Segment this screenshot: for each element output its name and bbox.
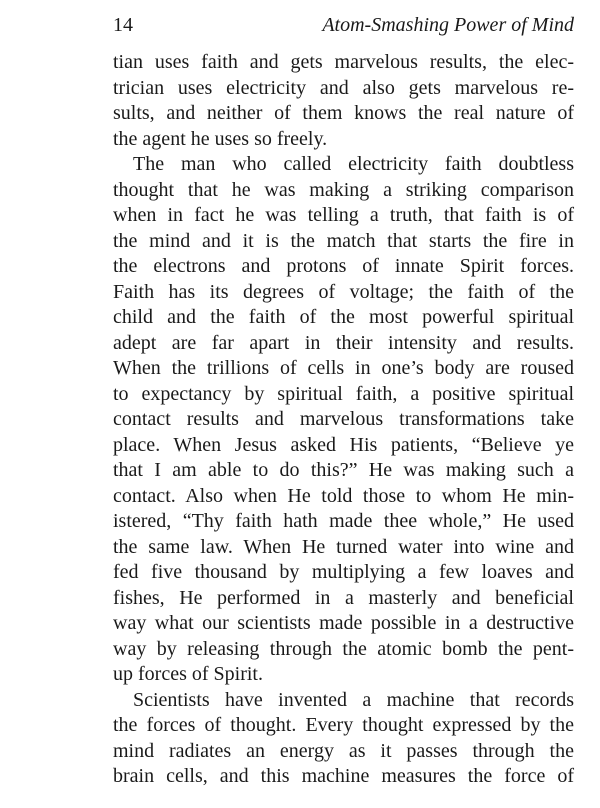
text-line: the mind and it is the match that starts the fire in: [113, 229, 574, 252]
text-line: way by releasing through the atomic bomb the pent-: [113, 637, 574, 660]
page-number: 14: [113, 14, 133, 36]
paragraph: [113, 688, 574, 790]
text-line: to expectancy by spiritual faith, a positive spiritual: [113, 382, 574, 405]
text-line: adept are far apart in their intensity and results.: [113, 331, 574, 354]
text-line: place. When Jesus asked His patients, “Believe ye: [113, 433, 574, 456]
text-line: tian uses faith and gets marvelous results, the elec-: [113, 51, 574, 73]
text-line: Scientists have invented a machine that records: [133, 688, 574, 711]
text-line: the electrons and protons of innate Spirit forces.: [113, 255, 574, 277]
text-line: trician uses electricity and also gets marvelous re-: [113, 76, 574, 99]
text-line: fed five thousand by multiplying a few loaves and: [113, 561, 574, 583]
body-text: [113, 50, 574, 790]
text-line: the forces of thought. Every thought expressed by the: [113, 714, 574, 736]
text-line: that I am able to do this?” He was making such a: [113, 459, 574, 481]
running-header: [113, 14, 574, 42]
running-title: Atom-Smashing Power of Mind: [322, 14, 574, 36]
text-line: fishes, He performed in a masterly and beneficial: [113, 586, 574, 609]
text-line: way what our scientists made possible in a destructive: [113, 612, 574, 634]
text-line: sults, and neither of them knows the real nature of: [113, 102, 574, 124]
text-line: contact. Also when He told those to whom He min-: [113, 484, 574, 507]
text-line: thought that he was making a striking comparison: [113, 178, 574, 201]
text-line: up forces of Spirit.: [113, 663, 263, 685]
text-line: the agent he uses so freely.: [113, 127, 328, 150]
text-line: When the trillions of cells in one’s body are roused: [113, 357, 574, 379]
text-line: mind radiates an energy as it passes through the: [113, 739, 574, 762]
text-line: when in fact he was telling a truth, that faith is of: [113, 204, 574, 226]
text-line: Faith has its degrees of voltage; the faith of the: [113, 280, 574, 303]
text-line: child and the faith of the most powerful spiritual: [113, 306, 574, 328]
paragraph: [113, 152, 574, 688]
text-line: istered, “Thy faith hath made thee whole,” He used: [113, 510, 574, 532]
text-line: The man who called electricity faith doubtless: [133, 153, 574, 175]
text-line: contact results and marvelous transformations take: [113, 408, 574, 430]
text-line: brain cells, and this machine measures the force of: [113, 765, 574, 787]
text-line: the same law. When He turned water into wine and: [113, 535, 574, 558]
paragraph: [113, 50, 574, 152]
